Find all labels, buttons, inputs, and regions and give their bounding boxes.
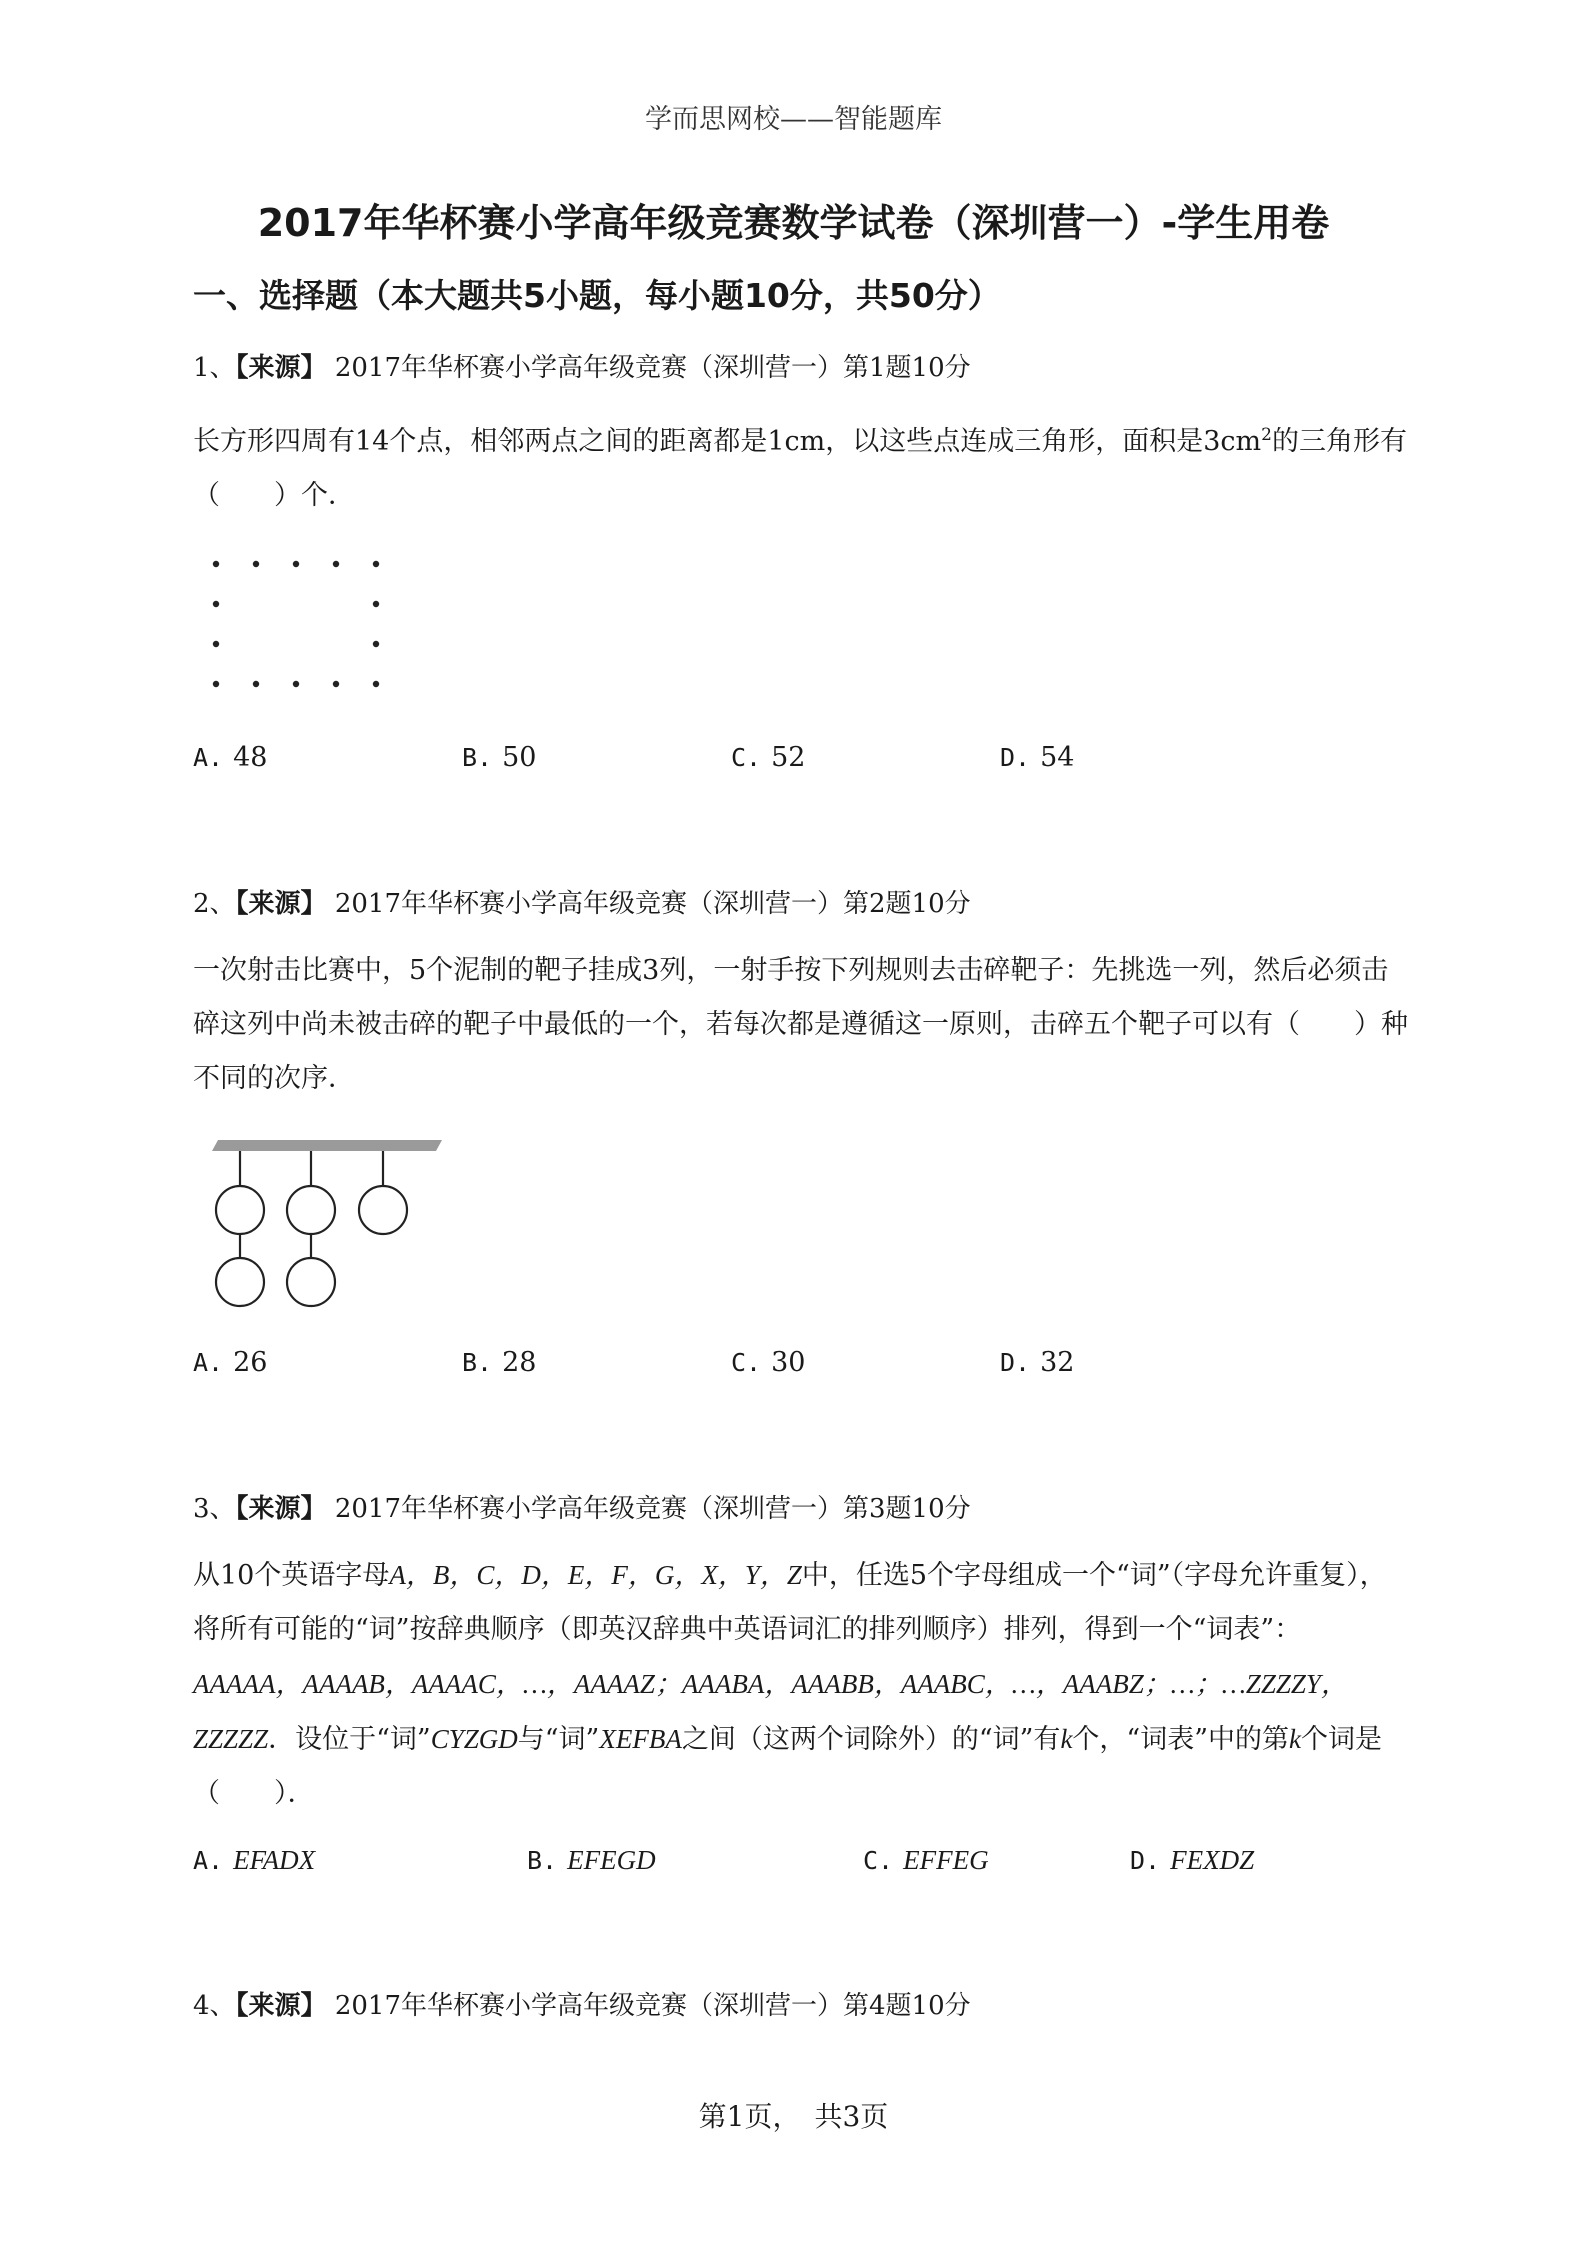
q3-letters: A，B，C，D，E，F，G，X，Y，Z bbox=[389, 1560, 802, 1590]
q1-text bbox=[193, 408, 1408, 523]
q2-source: 2017年华杯赛小学高年级竞赛（深圳营一）第2题10分 bbox=[334, 889, 971, 919]
q3-number: 3、 bbox=[193, 1494, 236, 1524]
dot bbox=[213, 561, 219, 567]
dot bbox=[373, 681, 379, 687]
target-circle bbox=[287, 1258, 335, 1306]
q1-superscript: 2 bbox=[1261, 425, 1272, 445]
q3-word-2: XEFBA bbox=[599, 1724, 682, 1754]
q2-option-b[interactable]: B. 28 bbox=[462, 1347, 537, 1378]
q3-source: 2017年华杯赛小学高年级竞赛（深圳营一）第3题10分 bbox=[334, 1494, 971, 1524]
dot bbox=[333, 561, 339, 567]
q2-targets-figure bbox=[210, 1140, 450, 1310]
q3-k-var: k bbox=[1060, 1724, 1073, 1754]
q2-option-a[interactable]: A. 26 bbox=[193, 1347, 268, 1378]
q2-number: 2、 bbox=[193, 889, 236, 919]
q2-option-d[interactable]: D. 32 bbox=[1000, 1347, 1075, 1378]
q1-text-b: 的三角形有（ ）个． bbox=[193, 426, 1407, 511]
dot bbox=[213, 641, 219, 647]
target-circle bbox=[216, 1258, 264, 1306]
q3-source-tag: 【来源】 bbox=[235, 1494, 327, 1524]
q3-option-a[interactable]: A. EFADX bbox=[193, 1845, 316, 1875]
dot bbox=[213, 681, 219, 687]
q3-option-d[interactable]: D. FEXDZ bbox=[1130, 1845, 1255, 1875]
q3-source-line bbox=[193, 1488, 971, 1525]
dot bbox=[213, 601, 219, 607]
q3-word-1: CYZGD bbox=[430, 1724, 518, 1754]
q1-option-d[interactable]: D. 54 bbox=[1000, 742, 1075, 773]
q1-option-a[interactable]: A. 48 bbox=[193, 742, 268, 773]
target-circle bbox=[287, 1186, 335, 1234]
dot bbox=[253, 681, 259, 687]
q1-option-c[interactable]: C. 52 bbox=[731, 742, 806, 773]
q3-option-c[interactable]: C. EFFEG bbox=[863, 1845, 989, 1875]
page-footer: 第1页， 共3页 bbox=[698, 2100, 889, 2133]
q3-option-b[interactable]: B. EFEGD bbox=[527, 1845, 656, 1875]
q2-text: 一次射击比赛中，5个泥制的靶子挂成3列，一射手按下列规则去击碎靶子：先挑选一列，然后必须击碎这列中尚未被击碎的靶子中最低的一个，若每次都是遵循这一原则，击碎五个靶子可以有（ ）种不同的次序． bbox=[193, 955, 1408, 1094]
target-circle bbox=[216, 1186, 264, 1234]
q3-k-var: k bbox=[1289, 1724, 1302, 1754]
q1-dot-rectangle-figure bbox=[200, 548, 400, 688]
q1-text-a: 长方形四周有14个点，相邻两点之间的距离都是1cm，以这些点连成三角形，面积是3cm bbox=[193, 426, 1262, 457]
section-heading: 一、选择题（本大题共5小题，每小题10分，共50分） bbox=[193, 276, 1001, 315]
q1-source-tag: 【来源】 bbox=[235, 353, 327, 383]
page-header: 学而思网校——智能题库 bbox=[645, 104, 942, 135]
q2-option-c[interactable]: C. 30 bbox=[731, 1347, 806, 1378]
q1-source: 2017年华杯赛小学高年级竞赛（深圳营一）第1题10分 bbox=[334, 353, 971, 383]
q2-source-line bbox=[193, 883, 971, 920]
q4-source-line bbox=[193, 1985, 971, 2022]
dot bbox=[333, 681, 339, 687]
q4-source: 2017年华杯赛小学高年级竞赛（深圳营一）第4题10分 bbox=[334, 1991, 971, 2021]
dot bbox=[293, 681, 299, 687]
page-title: 2017年华杯赛小学高年级竞赛数学试卷（深圳营一）-学生用卷 bbox=[257, 201, 1330, 245]
q3-text: 从10个英语字母A，B，C，D，E，F，G，X，Y，Z中，任选5个字母组成一个“词”（字母允许重复），将所有可能的“词”按辞典顺序（即英汉辞典中英语词汇的排列顺序）排列，得到一个“词表”：AAAAA，AAAAB，AAAAC，…，AAAAZ；AAABA，AAABB，AAABC，…，AAABZ；…；…ZZZZY，ZZZZZ．设位于“词”CYZGD与“词”XEFBA之间（这两个词除外）的“词”有k个，“词表”中的第k个词是（ ）． bbox=[193, 1560, 1387, 1809]
dot bbox=[293, 561, 299, 567]
hanging-bar bbox=[212, 1140, 442, 1151]
q1-option-b[interactable]: B. 50 bbox=[462, 742, 537, 773]
dot bbox=[373, 641, 379, 647]
q1-number: 1、 bbox=[193, 353, 236, 383]
q3-word-list: AAAAA，AAAAB，AAAAC，…，AAAAZ；AAABA，AAABB，AAABC，…，AAABZ；…；…ZZZZY，ZZZZZ bbox=[193, 1669, 1348, 1754]
q2-source-tag: 【来源】 bbox=[235, 889, 327, 919]
q1-source-line bbox=[193, 347, 971, 384]
q4-number: 4、 bbox=[193, 1991, 236, 2021]
dot bbox=[373, 601, 379, 607]
dot bbox=[373, 561, 379, 567]
dot bbox=[253, 561, 259, 567]
target-circle bbox=[359, 1186, 407, 1234]
q4-source-tag: 【来源】 bbox=[235, 1991, 327, 2021]
